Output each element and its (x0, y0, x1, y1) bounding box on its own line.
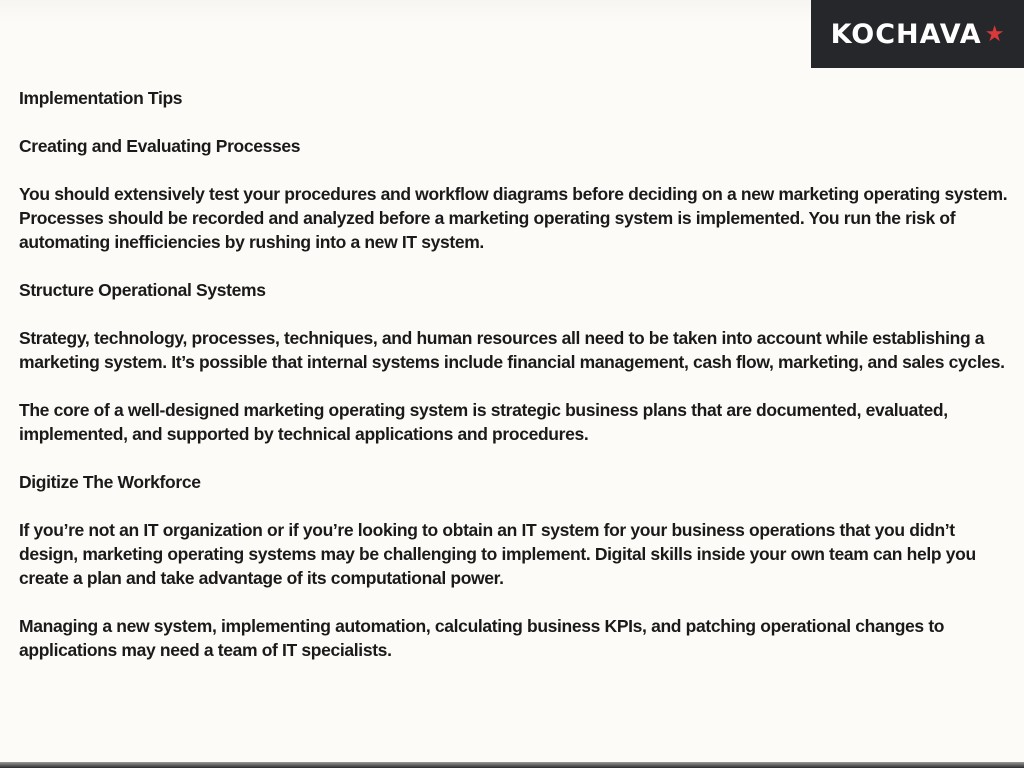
kochava-logo (811, 0, 1024, 68)
paragraph-it-organization: If you’re not an IT organization or if you’re looking to obtain an IT system for your business operations that you didn’t design, marketing operating systems may be challenging to implement. Digital skills inside your own team can help you create a plan and take advantage of its computational power. (19, 520, 976, 588)
paragraph-establishing-marketing-system: Strategy, technology, processes, techniques, and human resources all need to be taken into account while establishing a marketing system. It’s possible that internal systems include financial management, cash flow, marketing, and sales cycles. (19, 328, 1005, 372)
star-icon: ★ (984, 21, 1005, 46)
paragraph-managing-new-system: Managing a new system, implementing automation, calculating business KPIs, and patching operational changes to applications may need a team of IT specialists. (19, 616, 945, 660)
logo-wordmark: KOCHAVA (830, 18, 982, 50)
paragraph-testing-procedures: You should extensively test your procedures and workflow diagrams before deciding on a new marketing operating system. Processes should be recorded and analyzed before a marketing operating system is implemented. You run the risk of automating inefficiencies by rushing into a new IT system. (19, 184, 1008, 252)
paragraph-core-of-system: The core of a well-designed marketing operating system is strategic business plans that are documented, evaluated, implemented, and supported by technical applications and procedures. (19, 400, 948, 444)
section-heading-structure-operational-systems: Structure Operational Systems (19, 280, 266, 300)
document-title: Implementation Tips (19, 88, 183, 108)
footer-divider (0, 762, 1024, 768)
section-heading-digitize-workforce: Digitize The Workforce (19, 472, 201, 492)
article-body (19, 86, 1009, 686)
section-heading-creating-evaluating-processes: Creating and Evaluating Processes (19, 136, 301, 156)
